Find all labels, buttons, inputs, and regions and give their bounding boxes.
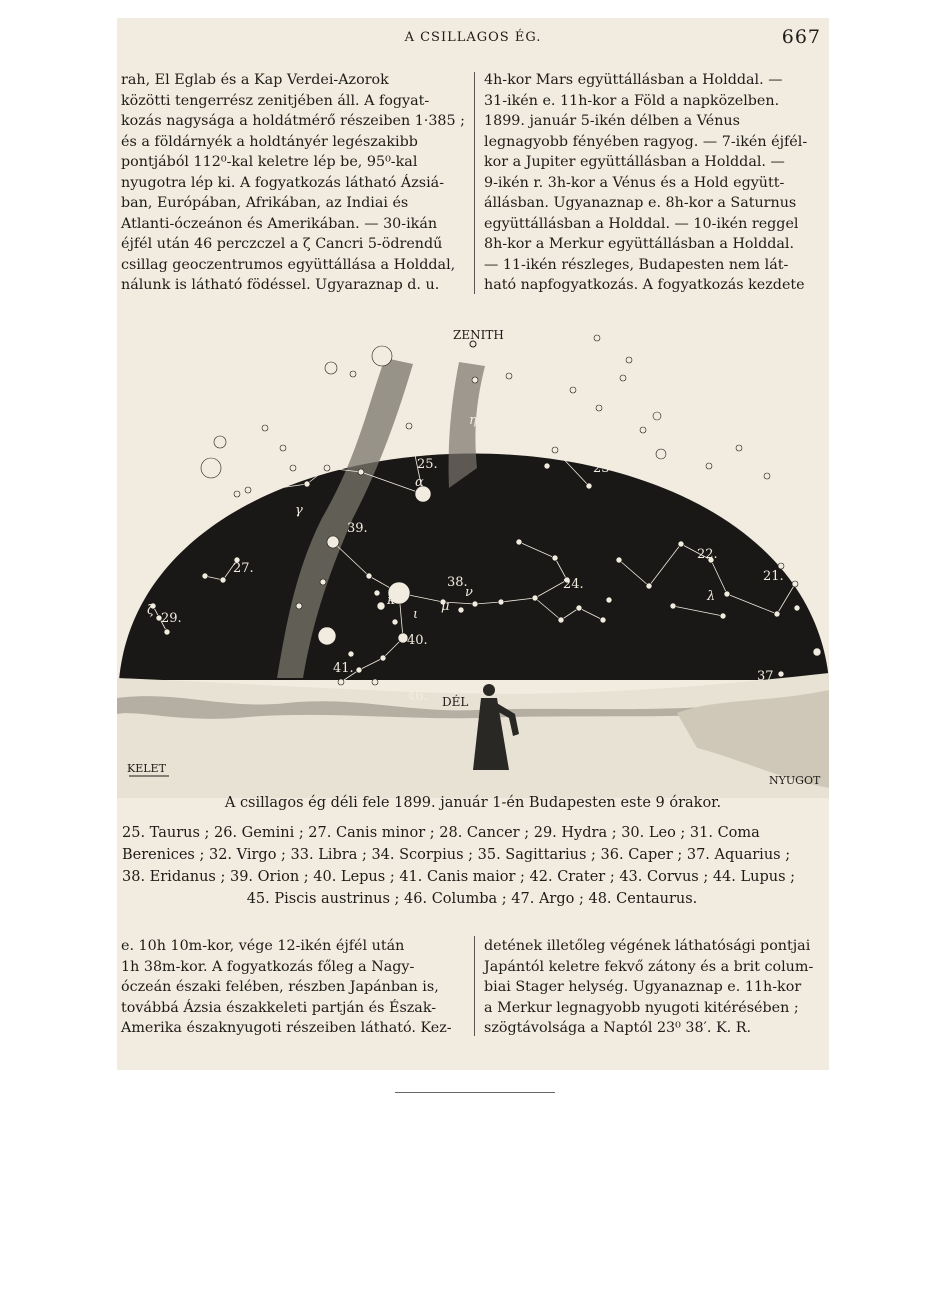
star-greek-letter: λ	[707, 589, 716, 604]
star-marker	[594, 335, 600, 341]
text-line: 9-ikén r. 3h-kor a Vénus és a Hold együtt-	[484, 174, 785, 191]
star-marker	[356, 667, 362, 673]
star-marker	[406, 423, 412, 429]
star-marker	[201, 458, 221, 478]
star-marker	[296, 603, 302, 609]
star-number-label: 25.	[417, 457, 438, 472]
text-line: 8h-kor a Merkur együttállásban a Holddal.	[484, 236, 795, 252]
text-line: — 11-ikén részleges, Budapesten nem lát-	[484, 256, 789, 273]
star-marker	[358, 469, 364, 475]
star-number-label: 24.	[563, 577, 584, 592]
star-marker	[778, 671, 784, 677]
star-marker	[372, 679, 378, 685]
constellation-line	[661, 454, 709, 466]
text-line: rah, El Eglab és a Kap Verdei-Azorok	[121, 72, 389, 88]
text-line: nyugotra lép ki. A fogyatkozás látható Ázsiá-	[121, 174, 445, 191]
star-number-label: 29.	[161, 611, 182, 626]
star-marker	[325, 362, 337, 374]
star-greek-letter: η	[469, 413, 477, 428]
star-marker	[606, 597, 612, 603]
star-marker	[458, 607, 464, 613]
star-number-label: 11.	[483, 375, 504, 390]
star-greek-letter: γ	[295, 503, 303, 518]
running-header: A CSILLAGOS ÉG.	[404, 30, 542, 45]
star-marker	[774, 611, 780, 617]
star-marker	[620, 375, 626, 381]
sky-dome	[119, 454, 829, 681]
star-marker	[516, 539, 522, 545]
text-line: együttállásban a Holddal. — 10-ikén reggel	[484, 215, 799, 232]
star-greek-letter: δ	[563, 351, 571, 366]
star-greek-letter: ν	[465, 585, 473, 600]
text-line: csillag geoczentrumos együttállása a Holddal,	[121, 256, 456, 273]
text-line: kor a Jupiter együttállásban a Holddal. —	[484, 154, 785, 170]
star-marker	[392, 619, 398, 625]
star-marker	[366, 573, 372, 579]
legend-line: 45. Piscis austrinus ; 46. Columba ; 47. Argo ; 48. Centaurus.	[246, 891, 698, 907]
star-number-label: 22.	[697, 547, 718, 562]
star-marker	[586, 483, 592, 489]
top-left-column	[121, 70, 466, 296]
text-line: biai Stager helység. Ugyanaznap e. 11h-kor	[484, 979, 802, 995]
star-marker	[377, 602, 385, 610]
star-number-label: 26.	[257, 479, 278, 494]
label-east: KELET	[127, 762, 166, 775]
star-marker	[324, 465, 330, 471]
star-marker	[576, 605, 582, 611]
star-marker	[472, 377, 478, 383]
star-marker	[164, 629, 170, 635]
star-marker	[552, 555, 558, 561]
star-marker	[234, 491, 240, 497]
star-greek-letter: μ	[441, 599, 450, 614]
star-marker	[724, 591, 730, 597]
star-marker	[813, 648, 821, 656]
star-marker	[736, 445, 742, 451]
star-marker	[327, 536, 339, 548]
label-south: DÉL	[442, 695, 469, 709]
star-marker	[318, 627, 336, 645]
column-divider	[474, 72, 475, 294]
top-right-column	[484, 70, 826, 296]
star-marker	[570, 387, 576, 393]
label-west: NYUGOT	[769, 774, 821, 787]
text-line: Atlanti-óczeánon és Amerikában. — 30-ikán	[121, 215, 438, 232]
text-line: óczeán északi felében, részben Japánban is,	[121, 979, 439, 995]
text-line: Japántól keletre fekvő zátony és a brit colum-	[484, 958, 814, 975]
text-line: nálunk is látható födéssel. Ugyaraznap d. u.	[121, 277, 440, 293]
star-marker	[338, 679, 344, 685]
star-marker	[532, 595, 538, 601]
star-marker	[656, 449, 666, 459]
star-marker	[220, 577, 226, 583]
legend-line: Berenices ; 32. Virgo ; 33. Libra ; 34. Scorpius ; 35. Sagittarius ; 36. Caper ; 37. Aquarius ;	[122, 847, 791, 863]
star-number-label: 21.	[763, 569, 784, 584]
star-marker	[794, 605, 800, 611]
bottom-left-column	[121, 936, 466, 1039]
star-number-label: 39.	[347, 521, 368, 536]
star-number-label: 46.	[407, 689, 428, 704]
star-marker	[764, 473, 770, 479]
star-marker	[304, 481, 310, 487]
text-line: közötti tengerrész zenitjében áll. A fogyat-	[121, 92, 430, 109]
star-marker	[544, 463, 550, 469]
text-line: 1899. január 5-ikén délben a Vénus	[484, 113, 740, 129]
star-marker	[646, 583, 652, 589]
text-line: és a földárnyék a holdtányér legészakibb	[121, 133, 418, 150]
star-number-label: 38.	[447, 575, 468, 590]
star-marker	[372, 346, 392, 366]
star-marker	[280, 445, 286, 451]
star-map-illustration	[117, 318, 829, 798]
star-marker	[245, 487, 251, 493]
bottom-right-column	[484, 936, 826, 1039]
text-line: pontjából 112⁰-kal keletre lép be, 95⁰-kal	[121, 154, 418, 170]
star-marker	[320, 579, 326, 585]
constellation-legend	[122, 822, 822, 910]
footer-rule	[395, 1092, 555, 1093]
text-line: 31-ikén e. 11h-kor a Föld a napközelben.	[484, 92, 780, 109]
star-marker	[498, 599, 504, 605]
text-line: kozás nagysága a holdátmérő részeiben 1·385 ;	[121, 113, 465, 129]
text-line: állásban. Ugyanaznap e. 8h-kor a Saturnus	[484, 195, 797, 211]
star-marker	[262, 425, 268, 431]
star-number-label: 40.	[407, 633, 428, 648]
star-greek-letter: ε	[273, 461, 280, 476]
figure-caption: A csillagos ég déli fele 1899. január 1-én Budapesten este 9 órakor.	[224, 795, 722, 811]
text-line: ban, Európában, Afrikában, az Indiai és	[121, 195, 409, 211]
star-marker	[616, 557, 622, 563]
star-greek-letter: θ	[323, 385, 331, 400]
star-marker	[792, 581, 798, 587]
text-line: a Merkur legnagyobb nyugoti kitérésében ;	[484, 999, 799, 1016]
star-map-figure	[117, 318, 829, 798]
star-marker	[640, 427, 646, 433]
star-number-label: 27.	[233, 561, 254, 576]
text-line: Amerika északnyugoti részeiben látható. Kez-	[121, 1020, 452, 1036]
star-marker	[596, 405, 602, 411]
star-marker	[653, 412, 661, 420]
star-number-label: 41.	[333, 661, 354, 676]
star-marker	[678, 541, 684, 547]
star-greek-letter: ι	[413, 607, 419, 622]
star-marker	[626, 357, 632, 363]
star-number-label: 10.	[595, 415, 616, 430]
page-number: 667	[781, 26, 821, 48]
label-zenith: ZENITH	[453, 328, 504, 342]
text-line: e. 10h 10m-kor, vége 12-ikén éjfél után	[121, 938, 405, 954]
star-greek-letter: α	[415, 475, 424, 490]
star-marker	[552, 447, 558, 453]
legend-line: 38. Eridanus ; 39. Orion ; 40. Lepus ; 41. Canis maior ; 42. Crater ; 43. Corvus ; 44. Lupus ;	[122, 869, 796, 885]
star-greek-letter: κ	[387, 593, 396, 608]
star-marker	[350, 371, 356, 377]
star-greek-letter: ζ	[147, 603, 155, 618]
text-line: éjfél után 46 perczczel a ζ Cancri 5-ödrendű	[121, 236, 443, 252]
star-marker	[472, 601, 478, 607]
star-greek-letter: β	[357, 369, 365, 384]
star-number-label: 9	[647, 433, 656, 448]
text-line: detének illetőleg végének láthatósági pontjai	[484, 938, 811, 954]
star-marker	[214, 436, 226, 448]
star-marker	[558, 617, 564, 623]
star-marker	[506, 373, 512, 379]
star-marker	[600, 617, 606, 623]
text-line: továbbá Ázsia északkeleti partján és Észak-	[121, 999, 437, 1016]
star-marker	[380, 655, 386, 661]
text-line: ható napfogyatkozás. A fogyatkozás kezdete	[484, 277, 805, 293]
constellation-line	[657, 416, 661, 454]
legend-line: 25. Taurus ; 26. Gemini ; 27. Canis minor ; 28. Cancer ; 29. Hydra ; 30. Leo ; 31. Coma	[122, 825, 760, 841]
star-marker	[202, 573, 208, 579]
star-marker	[720, 613, 726, 619]
text-line: 4h-kor Mars együttállásban a Holddal. —	[484, 72, 783, 88]
star-number-label: 37	[757, 669, 774, 684]
text-line: 1h 38m-kor. A fogyatkozás főleg a Nagy-	[121, 958, 415, 975]
star-marker	[348, 651, 354, 657]
constellation-line	[283, 448, 293, 468]
star-number-label: 23	[593, 461, 610, 476]
text-line: legnagyobb fényében ragyog. — 7-ikén éjfél-	[484, 133, 808, 150]
star-marker	[706, 463, 712, 469]
star-marker	[670, 603, 676, 609]
column-divider	[474, 936, 475, 1036]
star-marker	[374, 590, 380, 596]
constellation-line	[265, 428, 283, 448]
star-marker	[290, 465, 296, 471]
text-line: szögtávolsága a Naptól 23⁰ 38′. K. R.	[484, 1020, 752, 1036]
constellation-line	[597, 338, 629, 360]
